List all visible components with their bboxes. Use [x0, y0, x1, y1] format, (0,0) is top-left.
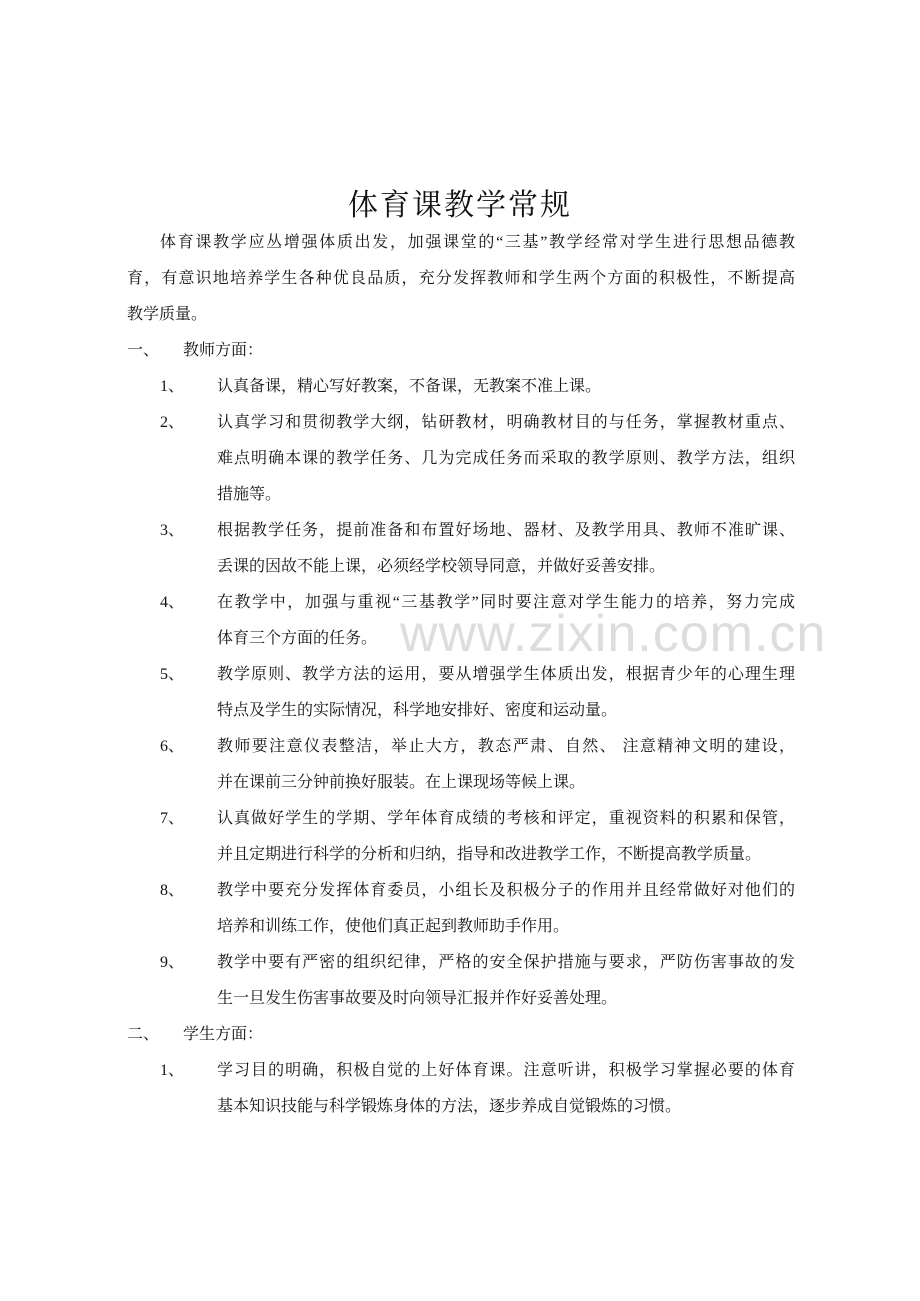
item-number: 9、 — [160, 954, 185, 971]
item-line: 教学原则、教学方法的运用，要从增强学生体质出发，根据青少年的心理生理 — [217, 666, 795, 683]
item-number: 8、 — [160, 882, 185, 899]
item-line: 学习目的明确，积极自觉的上好体育课。注意听讲，积极学习掌握必要的体育 — [217, 1062, 795, 1079]
item-line: 认真学习和贯彻教学大纲，钻研教材，明确教材目的与任务，掌握教材重点、 — [217, 414, 795, 431]
item-line: 难点明确本课的教学任务、几为完成任务而采取的教学原则、教学方法，组织 — [217, 450, 795, 467]
item-line: 丢课的因故不能上课，必须经学校领导同意，并做好妥善安排。 — [217, 558, 666, 575]
item-line: 教师要注意仪表整洁，举止大方，教态严肃、自然、 注意精神文明的建设， — [217, 738, 795, 755]
item-number: 5、 — [160, 666, 185, 683]
section-number: 一、 — [127, 342, 160, 359]
item-line: 基本知识技能与科学锻炼身体的方法，逐步养成自觉锻炼的习惯。 — [217, 1098, 682, 1115]
section-heading: 学生方面： — [183, 1026, 264, 1043]
item-line: 教学中要有严密的组织纪律，严格的安全保护措施与要求，严防伤害事故的发 — [217, 954, 795, 971]
item-number: 2、 — [160, 414, 185, 431]
document-title: 体育课教学常规 — [348, 189, 572, 222]
intro-line: 育，有意识地培养学生各种优良品质，充分发挥教师和学生两个方面的积极性，不断提高 — [127, 270, 795, 287]
item-number: 1、 — [160, 1062, 185, 1079]
item-number: 7、 — [160, 810, 185, 827]
item-line: 根据教学任务，提前准备和布置好场地、器材、及教学用具、教师不准旷课、 — [217, 522, 795, 539]
item-line: 认真做好学生的学期、学年体育成绩的考核和评定，重视资料的积累和保管， — [217, 810, 795, 827]
item-line: 并在课前三分钟前换好服装。在上课现场等候上课。 — [217, 774, 586, 791]
intro-line: 教学质量。 — [127, 306, 208, 323]
item-number: 1、 — [160, 378, 185, 395]
section-number: 二、 — [127, 1026, 160, 1043]
item-line: 在教学中，加强与重视“三基教学”同时要注意对学生能力的培养，努力完成 — [217, 594, 795, 611]
item-line: 生一旦发生伤害事故要及时向领导汇报并作好妥善处理。 — [217, 990, 618, 1007]
item-number: 6、 — [160, 738, 185, 755]
item-line: 培养和训练工作，使他们真正起到教师助手作用。 — [217, 918, 570, 935]
item-line: 特点及学生的实际情况，科学地安排好、密度和运动量。 — [217, 702, 618, 719]
watermark: www.zixin.com.cn — [400, 605, 827, 663]
section-heading: 教师方面： — [183, 342, 264, 359]
intro-line: 体育课教学应丛增强体质出发，加强课堂的“三基”教学经常对学生进行思想品德教 — [160, 234, 795, 251]
item-line: 体育三个方面的任务。 — [217, 630, 378, 647]
item-line: 并且定期进行科学的分析和归纳，指导和改进教学工作，不断提高教学质量。 — [217, 846, 762, 863]
item-line: 措施等。 — [217, 486, 282, 503]
item-line: 认真备课，精心写好教案，不备课，无教案不准上课。 — [217, 378, 602, 395]
item-line: 教学中要充分发挥体育委员，小组长及积极分子的作用并且经常做好对他们的 — [217, 882, 795, 899]
item-number: 4、 — [160, 594, 185, 611]
item-number: 3、 — [160, 522, 185, 539]
